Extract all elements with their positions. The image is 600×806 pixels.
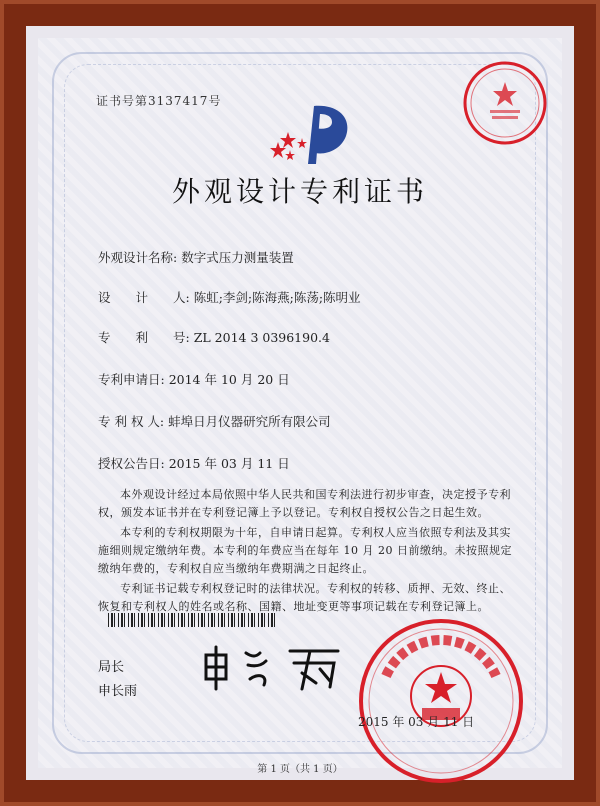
- page-footer: 第 1 页（共 1 页）: [257, 764, 343, 775]
- filing-date-label: 专利申请日:: [98, 372, 165, 387]
- filing-date-value: 2014 年 10 月 20 日: [168, 372, 290, 387]
- patent-holder-value: 蚌埠日月仪器研究所有限公司: [168, 414, 331, 429]
- patent-holder-row: [98, 412, 331, 430]
- announce-date-label: 授权公告日:: [98, 456, 165, 471]
- design-name-row: [98, 248, 294, 266]
- certificate-body: [98, 486, 518, 618]
- seal-date: 2015 年 03 月 11 日: [358, 715, 475, 729]
- page-title: 外观设计专利证书: [171, 175, 428, 208]
- handwritten-signature-icon: [198, 643, 358, 693]
- designer-value: 陈虹;李剑;陈海燕;陈荡;陈明业: [193, 290, 361, 305]
- patent-number-row: [98, 328, 330, 346]
- designer-label: 设 计 人:: [98, 290, 190, 305]
- barcode: [108, 613, 278, 627]
- patent-holder-label: 专 利 权 人:: [98, 414, 165, 429]
- certificate-number: 证书号第3137417号: [96, 94, 222, 108]
- small-seal-icon: [462, 60, 548, 146]
- body-paragraph: 本外观设计经过本局依照中华人民共和国专利法进行初步审查，决定授予专利权，颁发本证书并在专利登记簿上予以登记。专利权自授权公告之日起生效。: [98, 488, 511, 519]
- design-name-label: 外观设计名称:: [98, 250, 178, 265]
- announce-date-value: 2015 年 03 月 11 日: [168, 456, 290, 471]
- design-name-value: 数字式压力测量装置: [181, 250, 294, 265]
- body-paragraph: 本专利的专利权期限为十年，自申请日起算。专利权人应当依照专利法及其实施细则规定缴纳年费。本专利的年费应当在每年 10 月 20 日前缴纳。未按照规定缴纳年费的，专利权自应当缴纳年费期满之日起终止。: [98, 526, 512, 575]
- patent-number-value: ZL 2014 3 0396190.4: [193, 330, 330, 345]
- announce-date-row: [98, 454, 290, 472]
- patent-number-label: 专 利 号:: [98, 330, 190, 345]
- designer-row: [98, 288, 361, 306]
- body-paragraph: 专利证书记载专利权登记时的法律状况。专利权的转移、质押、无效、终止、恢复和专利权人的姓名或名称、国籍、地址变更等事项记载在专利登记簿上。: [98, 582, 511, 613]
- signatory-title: 局长: [98, 660, 125, 675]
- certificate-paper: [38, 38, 562, 775]
- patent-office-logo-icon: [268, 98, 358, 178]
- signatory-name: 申长雨: [98, 684, 138, 699]
- filing-date-row: [98, 370, 290, 388]
